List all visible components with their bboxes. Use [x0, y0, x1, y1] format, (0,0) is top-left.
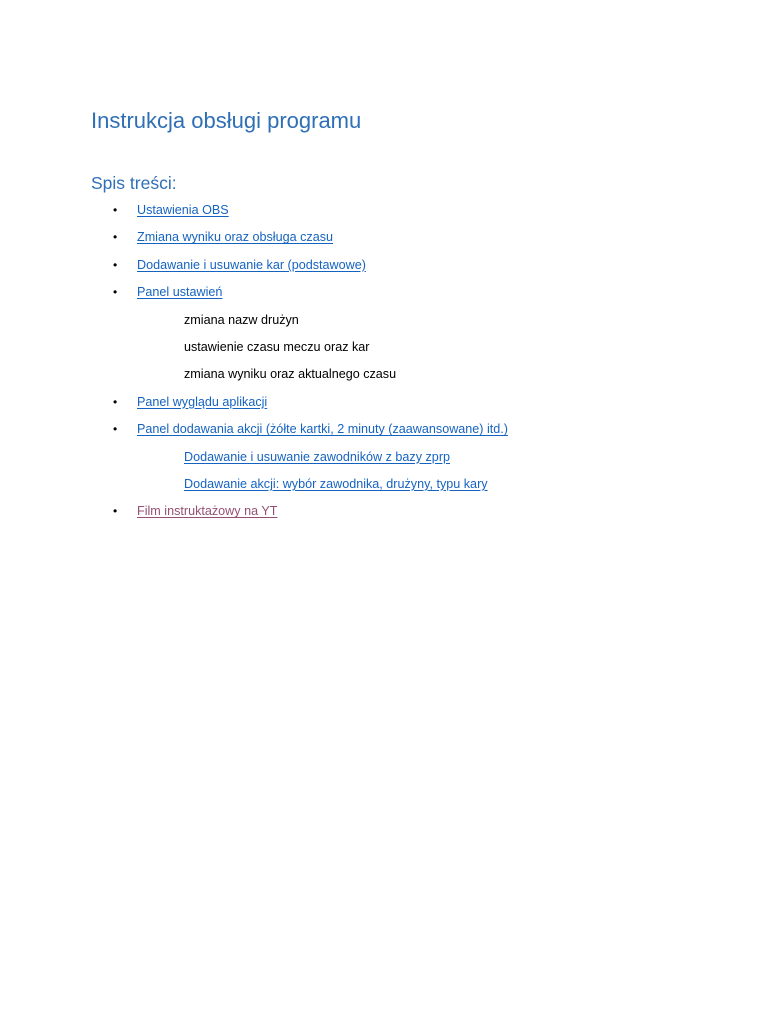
- toc-item-panel-akcji: [0, 417, 768, 444]
- document-title: Instrukcja obsługi programu: [91, 108, 362, 133]
- bullet-icon: •: [113, 504, 118, 519]
- toc-text-zmiana-wyniku-czasu: zmiana wyniku oraz aktualnego czasu: [184, 367, 397, 382]
- bullet-icon: •: [113, 230, 118, 245]
- toc-subitem-zawodnicy: [0, 445, 768, 472]
- bullet-icon: •: [113, 203, 118, 217]
- table-of-contents: [0, 198, 768, 527]
- toc-subitem-zmiana-wyniku-czasu: [0, 362, 768, 389]
- toc-item-film-yt: [0, 499, 768, 526]
- toc-link-dodawanie-kar[interactable]: Dodawanie i usuwanie kar (podstawowe): [137, 257, 366, 272]
- toc-text-ustawienie-czasu: ustawienie czasu meczu oraz kar: [184, 339, 370, 354]
- toc-heading: Spis treści:: [91, 173, 177, 193]
- toc-link-panel-ustawien[interactable]: Panel ustawień: [137, 285, 223, 300]
- toc-text-zmiana-nazw: zmiana nazw drużyn: [184, 312, 299, 327]
- toc-subitem-zmiana-nazw: [0, 308, 768, 335]
- toc-link-film-yt[interactable]: Film instruktażowy na YT: [137, 504, 278, 519]
- toc-link-zawodnicy[interactable]: Dodawanie i usuwanie zawodników z bazy zprp: [184, 449, 451, 464]
- toc-link-zmiana-wyniku[interactable]: Zmiana wyniku oraz obsługa czasu: [137, 230, 333, 245]
- toc-subitem-dodawanie-akcji: [0, 472, 768, 499]
- bullet-icon: •: [113, 422, 118, 437]
- toc-link-ustawienia-obs[interactable]: Ustawienia OBS: [137, 203, 229, 217]
- toc-link-panel-akcji[interactable]: Panel dodawania akcji (żółte kartki, 2 minuty (zaawansowane) itd.): [137, 422, 508, 437]
- toc-item-zmiana-wyniku: [0, 225, 768, 252]
- bullet-icon: •: [113, 285, 118, 300]
- toc-link-dodawanie-akcji[interactable]: Dodawanie akcji: wybór zawodnika, drużyny, typu kary: [184, 476, 488, 491]
- toc-item-panel-ustawien: [0, 280, 768, 307]
- toc-subitem-ustawienie-czasu: [0, 335, 768, 362]
- toc-link-panel-wygladu[interactable]: Panel wyglądu aplikacji: [137, 394, 268, 409]
- toc-item-panel-wygladu: [0, 390, 768, 417]
- toc-item-dodawanie-kar: [0, 253, 768, 280]
- bullet-icon: •: [113, 394, 118, 409]
- bullet-icon: •: [113, 257, 118, 272]
- toc-item-ustawienia-obs: [0, 198, 768, 225]
